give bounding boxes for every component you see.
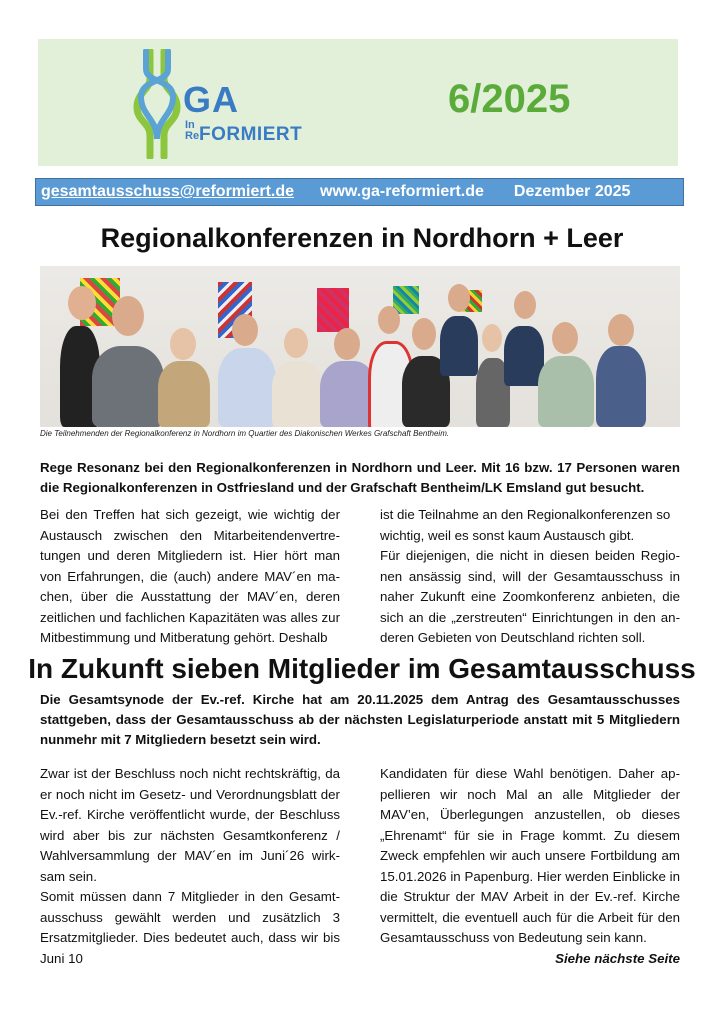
email-link[interactable]: gesamtausschuss@reformiert.de <box>41 183 295 200</box>
paragraph: Somit müssen dann 7 Mitglieder in den Gesamtausschuss gewählt werden und zusätzlich 3 Ersatzmitglieder. Dies bedeutet auch, dass wir bis Juni 10 <box>40 889 340 966</box>
issue-date: Dezember 2025 <box>513 183 631 200</box>
next-page-link[interactable]: Siehe nächste Seite <box>555 950 680 966</box>
article2-column-2 <box>380 764 680 969</box>
article1-lead: Rege Resonanz bei den Regionalkonferenzen in Nordhorn und Leer. Mit 16 bzw. 17 Personen waren die Regionalkonferenzen in Ostfriesland und der Grafschaft Bentheim/LK Emsland gut besucht. <box>40 460 680 495</box>
paragraph: Zwar ist der Beschluss noch nicht rechtskräftig, da er noch nicht im Gesetz- und Verordnungsblatt der Ev.-ref. Kirche veröffentlicht wurde, der Beschluss wird aber bis zur nächsten Gesamtkonferenz / Wahlversammlung der MAV´en im Juni´26 wirksam sein. <box>40 766 340 884</box>
issue-number: 6/2025 <box>448 77 571 121</box>
photo-caption: Die Teilnehmenden der Regionalkonferenz in Nordhorn im Quartier des Diakonischen Werkes Grafschaft Bentheim. <box>40 429 450 438</box>
person-head <box>112 296 144 336</box>
info-bar <box>35 178 684 206</box>
paragraph: Kandidaten für diese Wahl benötigen. Daher appellieren wir noch Mal an alle Mitglieder der MAV’en, Überlegungen anzustellen, ob dieses „Ehrenamt“ für sie in Frage kommt. Zu diesem Zweck empfehlen wir auch unsere Fortbildung am 15.01.2026 in Papenburg. Hier werden Einblicke in die Struktur der MAV Arbeit in der Ev.-ref. Kirche vermittelt, die eventuell auch für die Arbeit für den Gesamtausschuss von Bedeutung sein kann. <box>380 766 680 945</box>
person <box>218 348 276 427</box>
person <box>440 316 478 376</box>
group-photo <box>40 266 680 427</box>
person-head <box>334 328 360 360</box>
person <box>158 361 210 427</box>
ga-reformiert-logo <box>133 49 333 159</box>
person-head <box>68 286 96 320</box>
article1-column-2 <box>380 505 680 649</box>
person <box>538 356 594 427</box>
person-head <box>514 291 536 319</box>
article2-lead: Die Gesamtsynode der Ev.-ref. Kirche hat am 20.11.2025 dem Antrag des Gesamtausschusses stattgeben, dass der Gesamtausschuss ab der nächsten Legislaturperiode anstatt mit 5 Mitgliedern nunmehr mit 7 Mitgliedern besetzt sein wird. <box>40 692 680 747</box>
article1-column-1 <box>40 505 340 649</box>
paragraph: Für diejenigen, die nicht in diesen beiden Regionen ansässig sind, will der Gesamtausschuss in naher Zukunft eine Zoomkonferenz anbieten, die sich an die „zerstreuten“ Einrichtungen in den anderen Gebieten von Deutschland richten soll. <box>380 548 680 645</box>
person-head <box>378 306 400 334</box>
person-head <box>448 284 470 312</box>
person-head <box>552 322 578 354</box>
website-link[interactable]: www.ga-reformiert.de <box>320 183 484 200</box>
article1-title: Regionalkonferenzen in Nordhorn + Leer <box>100 223 624 253</box>
person <box>272 361 322 427</box>
logo-text-formiert: FORMIERT <box>199 124 303 145</box>
article2-column-1 <box>40 764 340 969</box>
article2-title: In Zukunft sieben Mitglieder im Gesamtausschuss <box>28 653 696 684</box>
logo-text-in: In <box>185 119 195 131</box>
wall-art <box>317 288 349 332</box>
person-head <box>284 328 308 358</box>
masthead <box>38 39 678 166</box>
person-head <box>232 314 258 346</box>
person <box>92 346 164 427</box>
person-head <box>482 324 502 352</box>
paragraph: Bei den Treffen hat sich gezeigt, wie wichtig der Austausch zwischen den Mitarbeitendenvertretungen und deren Mitgliedern ist. Hier hört man von Erfahrungen, die (auch) andere MAV´en machen, über die Ausstattung der MAV´en, deren zeitlichen und fachlichen Kapazitäten was alles zur Mitbestimmung und Mitberatung gehört. Deshalb <box>40 507 340 645</box>
logo-text-ga: GA <box>183 79 239 120</box>
person-head <box>412 318 436 350</box>
person-head <box>170 328 196 360</box>
person-head <box>608 314 634 346</box>
paragraph: ist die Teilnahme an den Regionalkonferenzen so wichtig, weil es sonst kaum Austausch gibt. <box>380 507 671 543</box>
knot-icon <box>133 49 183 159</box>
person <box>596 346 646 427</box>
logo-text-re: Re <box>185 130 200 142</box>
